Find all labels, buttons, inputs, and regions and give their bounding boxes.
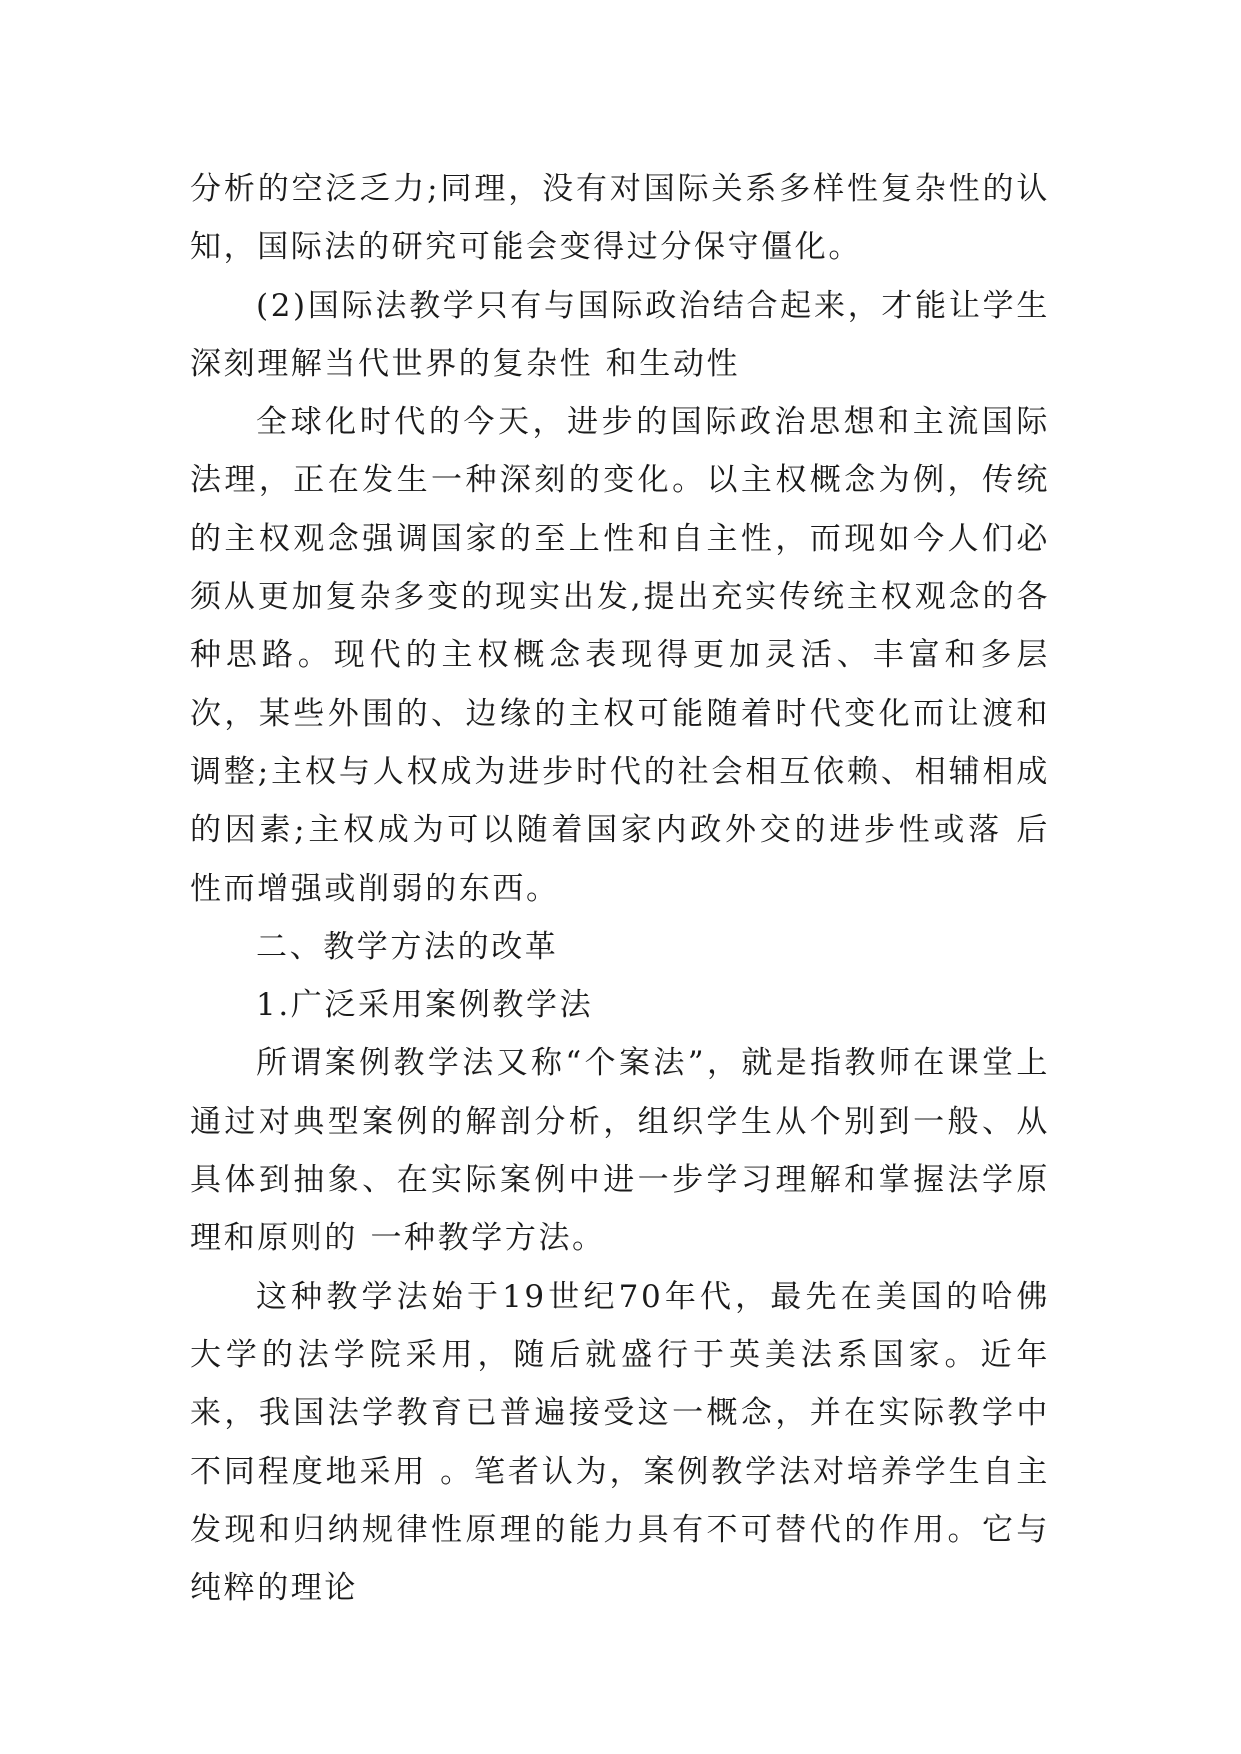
- paragraph-3: 全球化时代的今天，进步的国际政治思想和主流国际法理，正在发生一种深刻的变化。以主权概念为例，传统的主权观念强调国家的至上性和自主性，而现如今人们必须从更加复杂多变的现实出发,提出充实传统主权观念的各种思路。现代的主权概念表现得更加灵活、丰富和多层次，某些外围的、边缘的主权可能随着时代变化而让渡和调整;主权与人权成为进步时代的社会相互依赖、相辅相成的因素;主权成为可以随着国家内政外交的进步性或落 后性而增强或削弱的东西。: [190, 404, 1050, 907]
- section-heading: 二、教学方法的改革: [256, 928, 559, 965]
- paragraph-2-heading: (2)国际法教学只有与国际政治结合起来，才能让学生深刻理解当代世界的复杂性 和生动性: [190, 287, 1050, 382]
- document-body: [190, 160, 1050, 1617]
- subsection-heading: 1.广泛采用案例教学法: [256, 987, 594, 1024]
- paragraph-1: 分析的空泛乏力;同理，没有对国际关系多样性复杂性的认知，国际法的研究可能会变得过分保守僵化。: [190, 171, 1050, 266]
- paragraph-4: 所谓案例教学法又称“个案法”，就是指教师在课堂上通过对典型案例的解剖分析，组织学生从个别到一般、从具体到抽象、在实际案例中进一步学习理解和掌握法学原理和原则的 一种教学方法。: [190, 1045, 1050, 1257]
- paragraph-5: 这种教学法始于19世纪70年代，最先在美国的哈佛大学的法学院采用，随后就盛行于英美法系国家。近年来，我国法学教育已普遍接受这一概念，并在实际教学中不同程度地采用 。笔者认为，案例教学法对培养学生自主发现和归纳规律性原理的能力具有不可替代的作用。它与纯粹的理论: [190, 1278, 1050, 1607]
